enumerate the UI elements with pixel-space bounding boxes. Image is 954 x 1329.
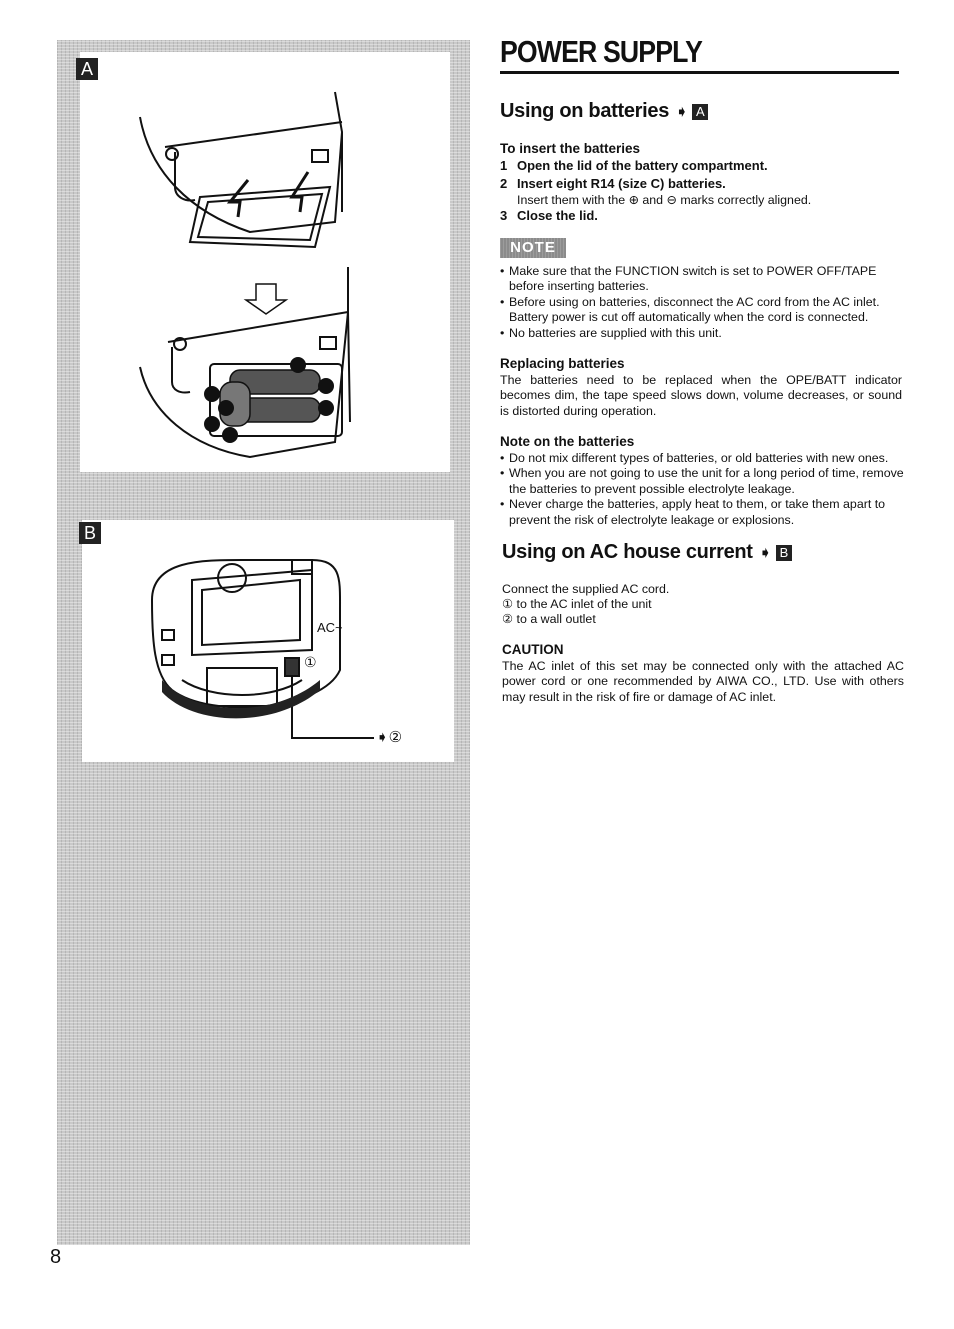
figure-a-battery-insertion <box>80 52 450 472</box>
ac-label: AC~ <box>317 620 343 635</box>
ac-heading-text: Using on AC house current <box>502 541 753 563</box>
page-title: POWER SUPPLY <box>500 34 703 69</box>
ref-arrow-icon: ➧ <box>758 545 772 562</box>
ref-label-a: A <box>692 104 708 120</box>
list-item: • Before using on batteries, disconnect the AC cord from the AC inlet. Battery power is cut off automatically when the cord is connected. <box>500 295 905 326</box>
battery-compartment-illustration <box>80 52 450 472</box>
figure-a-label: A <box>76 58 98 80</box>
page-number: 8 <box>50 1246 62 1268</box>
callout-1: ① <box>304 654 317 670</box>
figure-b-ac-connection <box>82 520 454 762</box>
figure-b-label: B <box>79 522 101 544</box>
ac-line-1: Connect the supplied AC cord. <box>502 582 670 596</box>
batteries-heading <box>500 100 708 123</box>
replacing-heading: Replacing batteries <box>500 356 625 371</box>
step-number: 3 <box>500 208 508 223</box>
caution-text: The AC inlet of this set may be connected only with the attached AC power cord or one recommended by AIWA CO., LTD. Use with others may result in the risk of fire or damage of AC inlet. <box>502 659 904 704</box>
ref-arrow-icon: ➧ <box>675 104 689 121</box>
step-text: Insert eight R14 (size C) batteries. <box>517 176 726 191</box>
list-item: • When you are not going to use the unit for a long period of time, remove the batteries to prevent possible electrolyte leakage. <box>500 466 905 497</box>
ac-line-2: ① to the AC inlet of the unit <box>502 597 652 611</box>
ac-heading <box>502 541 792 564</box>
ref-label-b: B <box>776 545 792 561</box>
list-item: • Do not mix different types of batteries, or old batteries with new ones. <box>500 451 905 466</box>
step-number: 1 <box>500 158 508 173</box>
step-3 <box>500 208 598 223</box>
ac-line-3: ② to a wall outlet <box>502 612 596 626</box>
batteries-graphic <box>220 370 320 426</box>
step-text: Close the lid. <box>517 208 598 223</box>
step-2 <box>500 176 726 191</box>
step-1 <box>500 158 768 173</box>
step-number: 2 <box>500 176 508 191</box>
list-item: • No batteries are supplied with this unit. <box>500 326 905 341</box>
note-on-list <box>500 451 905 528</box>
replacing-text: The batteries need to be replaced when the OPE/BATT indicator becomes dim, the tape speed slows down, volume decreases, or sound is distorted during operation. <box>500 373 902 418</box>
caution-heading: CAUTION <box>502 642 564 657</box>
step-2-detail: Insert them with the ⊕ and ⊖ marks correctly aligned. <box>517 193 812 207</box>
note-badge: NOTE <box>500 238 566 258</box>
title-rule <box>500 71 899 74</box>
list-item: • Make sure that the FUNCTION switch is set to POWER OFF/TAPE before inserting batteries. <box>500 264 905 295</box>
step-text: Open the lid of the battery compartment. <box>517 158 768 173</box>
batteries-heading-text: Using on batteries <box>500 100 670 122</box>
insert-heading: To insert the batteries <box>500 141 641 156</box>
note-on-heading: Note on the batteries <box>500 434 635 449</box>
ac-cord-illustration <box>82 520 454 762</box>
notes-list <box>500 264 905 341</box>
callout-2: ➧② <box>376 729 403 746</box>
list-item: • Never charge the batteries, apply heat to them, or take them apart to prevent the risk of electrolyte leakage or explosions. <box>500 497 905 528</box>
